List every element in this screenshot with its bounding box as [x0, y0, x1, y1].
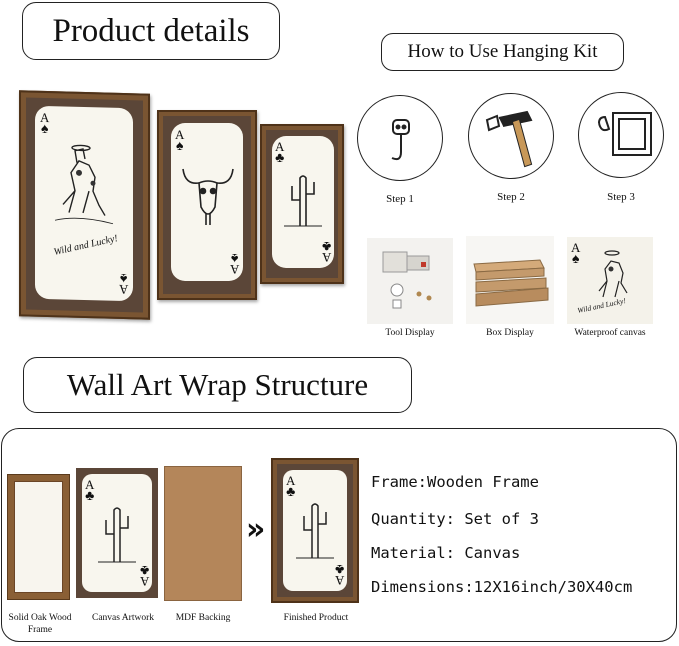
cactus-illustration — [282, 170, 324, 230]
hammer-icon — [469, 94, 555, 180]
hanging-frame-icon — [579, 93, 665, 179]
horse-rider-illustration — [49, 142, 119, 230]
step-3-label: Step 3 — [607, 191, 635, 203]
step-2-circle — [468, 93, 554, 179]
step-1-circle — [357, 95, 443, 181]
mdf-backing-label: MDF Backing — [175, 613, 231, 623]
hanging-kit-title: How to Use Hanging Kit — [407, 41, 598, 62]
spec-quantity: Quantity: Set of 3 — [371, 510, 539, 528]
step-1-label: Step 1 — [386, 193, 414, 205]
spec-frame: Frame:Wooden Frame — [371, 473, 539, 491]
step-3-circle — [578, 92, 664, 178]
hanging-kit-heading — [381, 33, 624, 71]
canvas-artwork-part: A ♣ A ♣ — [76, 468, 158, 598]
product-details-title: Product details — [52, 12, 250, 49]
cactus-illustration — [96, 502, 138, 566]
script-caption: Wild and Lucky! — [576, 295, 627, 316]
waterproof-canvas-label: Waterproof canvas — [574, 328, 646, 338]
script-caption: Wild and Lucky! — [52, 233, 119, 259]
tool-display-label: Tool Display — [385, 328, 435, 338]
waterproof-canvas-photo: A ♠ Wild and Lucky! — [567, 237, 653, 324]
canvas-artwork-label: Canvas Artwork — [91, 613, 154, 623]
oak-frame-label: Solid Oak Wood Frame — [8, 613, 72, 635]
frame-cactus — [260, 124, 344, 284]
tool-display-photo — [367, 238, 453, 324]
frame-skull — [157, 110, 257, 300]
finished-product-label: Finished Product — [283, 613, 349, 623]
spec-material: Material: Canvas — [371, 544, 521, 562]
cactus-illustration — [294, 498, 336, 562]
hook-icon — [358, 96, 444, 182]
wrap-structure-title: Wall Art Wrap Structure — [66, 367, 369, 402]
step-2-label: Step 2 — [497, 191, 525, 203]
finished-product-part: A ♣ A ♣ — [271, 458, 359, 603]
product-details-heading — [22, 2, 280, 60]
mdf-backing-part — [164, 466, 242, 601]
card-cactus: A ♣ A ♣ — [272, 136, 334, 268]
frame-cowboy — [19, 90, 150, 319]
box-display-label: Box Display — [486, 328, 534, 338]
box-display-photo — [466, 236, 554, 324]
card-cowboy: A ♠ Wild and Lucky! A ♠ — [35, 106, 133, 302]
oak-frame-part — [7, 474, 70, 600]
wrap-structure-heading — [23, 357, 412, 413]
assembly-arrow-icon: » — [246, 512, 266, 547]
card-skull: A ♠ A ♠ — [171, 123, 243, 281]
bull-skull-illustration — [179, 163, 237, 235]
spec-dimensions: Dimensions:12X16inch/30X40cm — [371, 578, 633, 596]
